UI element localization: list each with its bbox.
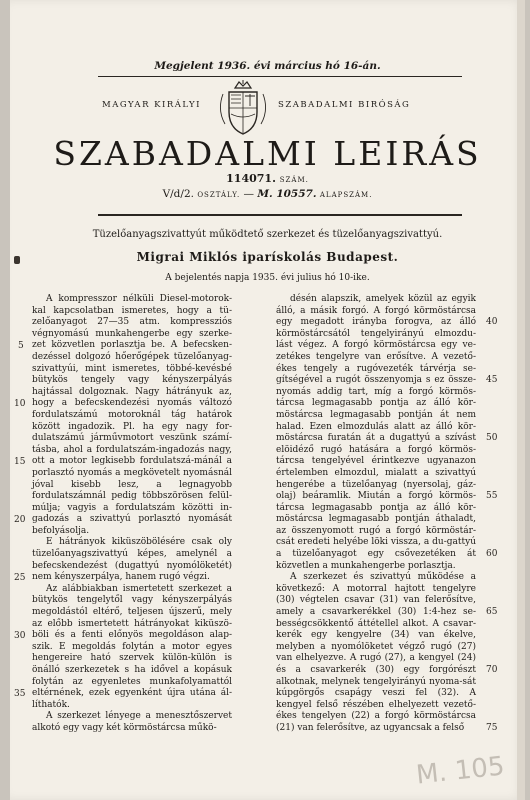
line-number: 35 (14, 689, 26, 699)
line-number: 20 (14, 515, 26, 525)
publication-date: Megjelent 1936. évi március hó 16-án. (154, 60, 381, 72)
pencil-annotation: M. 105 (415, 751, 507, 791)
patent-number: 114071. SZÁM. (226, 172, 309, 185)
line-number: 55 (486, 491, 498, 501)
document-title: SZABADALMI LEIRÁS (53, 134, 482, 173)
line-number: 30 (14, 631, 26, 641)
body-paragraph: E hátrányok kiküszöbölésére csak oly tüzelőanyagszivattyú képes, amelynél a befecskendezést (dugattyú nyomólöketét) nem kényszerpálya, hanem rugó végzi. (32, 537, 232, 583)
inventor-name: Migrai Miklós iparískolás Budapest. (136, 250, 399, 264)
authority-left: MAGYAR KIRÁLYI (102, 100, 201, 110)
coat-of-arms-icon (215, 80, 271, 138)
body-column-left (32, 294, 232, 735)
patent-subject: Tüzelőanyagszivattyút működtető szerkezet és tüzelőanyagszivattyú. (92, 229, 443, 240)
body-paragraph: Az alábbiakban ismertetett szerkezet a bütykös tengelytől vagy kényszerpályás megoldástól eltérő, teljesen újszerű, mely az előbb ismertetett hátrányokat kiküszö-böli és a fenti előnyös megoldáson alap-szik. E megoldás folytán a motor egyes hengereire ható szervek külön-külön is önálló szerkezetek s ha idővel a kopásuk folytán az egyenletes munkafolyamattól eltérnének, ezek egyenként újra utána ál-líthatók. (32, 583, 232, 710)
line-number: 15 (14, 457, 26, 467)
body-paragraph: A szerkezet lényege a menesztőszervet alkotó egy vagy két körmöstárcsa műkö- (32, 711, 232, 733)
line-number: 10 (14, 399, 26, 409)
line-number: 75 (486, 723, 498, 733)
filing-date: A bejelentés napja 1935. évi julius hó 10-ike. (165, 273, 370, 283)
header-rule (98, 214, 462, 216)
line-number: 25 (14, 573, 26, 583)
line-number: 60 (486, 549, 498, 559)
line-number: 65 (486, 607, 498, 617)
page-edge (517, 0, 525, 800)
body-paragraph: A szerkezet és szivattyú működése a következő: A motorral hajtott tengelyre (30) végtelen csavar (31) van felerősítve, amely a csavarkerékkel (30) 1:4-hez se-bességcsökkentő áttétellel alkot. A csavar-kerék egy kengyelre (34) van ékelve, melyben a nyomólöketet végző rugó (27) van elhelyezve. A rugó (27), a kengyel (24) és a csavarkerék (30) egy forgórészt alkotnak, melynek tengelyirányú nyoma-sát kúpgörgős csapágy veszi fel (32). A kengyel felső részében elhelyezett vezető-ékes tengelyen (22) a forgó körmöstárcsa (21) van felerősítve, az ugyancsak a felső (276, 572, 476, 733)
line-number: 45 (486, 375, 498, 385)
line-number: 70 (486, 665, 498, 675)
body-column-right (276, 294, 476, 735)
line-number: 5 (18, 341, 24, 351)
body-paragraph: A kompresszor nélküli Diesel-motorok-kal kapcsolatban ismeretes, hogy a tü-zelőanyagot 27—35 atm. kompressziós végnyomású munkahengerbe egy szerke-zet közvetlen porlasztja be. A befecsken-dezéssel dolgozó hőerőgépek tüzelőanyag-szivattyúi, mint ismeretes, többé-kevésbé bütykös tengely vagy kényszerpályás hajtással dolgoznak. Nagy hátrányuk az, hogy a befecskendezési nyomás változó fordulatszámú motoroknál tág határok között ingadozik. Pl. ha egy nagy for-dulatszámú járművmotort veszünk számí-tásba, ahol a fordulatszám-ingadozás nagy, ott a motor legkisebb fordulatszá-mánál a porlasztó nyomás a megkövetelt nyomásnál jóval kisebb lesz, a legnagyobb fordulatszámnál pedig többszörösen felül-múlja; vagyis a fordulatszám közötti in-gadozás a szivattyú porlasztó nyomását befolyásolja. (32, 294, 232, 536)
authority-right: SZABADALMI BIRÓSÁG (278, 100, 411, 110)
line-number: 50 (486, 433, 498, 443)
classification-line: V/d/2. OSZTÁLY. — M. 10557. ALAPSZÁM. (162, 188, 373, 200)
patent-page (10, 0, 525, 800)
top-rule (98, 76, 462, 77)
body-paragraph: désén alapszik, amelyek közül az egyik álló, a másik forgó. A forgó körmöstárcsa egy megadott irányba forogva, az álló körmöstárcsától tengelyirányú elmozdu-lást végez. A forgó körmöstárcsa egy ve-zetékes tengelyre van erősítve. A vezető-ékes tengely a rugóvezeték tárvérja se-gítségével a rugót összenyomja s ez össze-nyomás addig tart, míg a forgó körmös-tárcsa legmagasabb pontja az álló kör-möstárcsa legmagasabb pontján át nem halad. Ezen elmozdulás alatt az álló kör-möstárcsa furatán át a dugattyú a szívást elöidéző rugó hatására a forgó körmös-tárcsa tengelyével érintkezve ugyanazon értelemben elmozdul, mialatt a szivattyú hengerébe a tüzelőanyag (nyersolaj, gáz-olaj) beáramlik. Miután a forgó körmös-tárcsa legmagasabb pontja az álló kör-möstárcsa legmagasabb pontján áthaladt, az összenyomott rugó a forgó körmöstár-csát eredeti helyébe löki vissza, a du-gattyú a tüzelőanyagot egy csővezetéken át közvetlen a munkahengerbe porlasztja. (276, 294, 476, 571)
line-number: 40 (486, 317, 498, 327)
